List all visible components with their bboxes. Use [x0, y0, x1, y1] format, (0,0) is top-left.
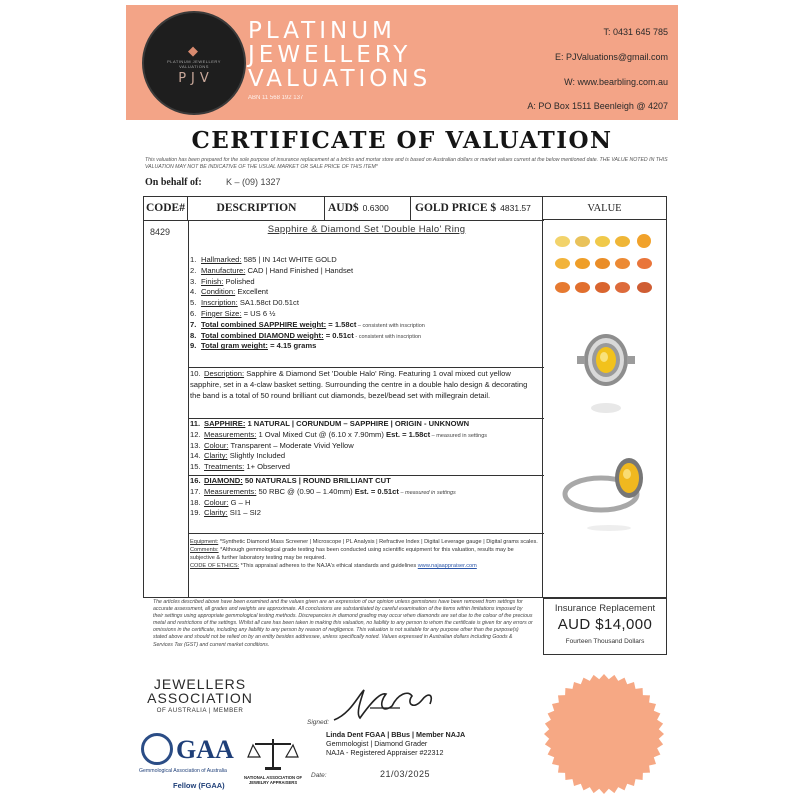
list-item: 13. Colour: Transparent – Moderate Vivid Yellow [190, 440, 354, 450]
list-item: 18. Colour: G – H [190, 497, 251, 507]
contact-phone: T: 0431 645 785 [603, 27, 668, 37]
behalf-label: On behalf of: [145, 177, 202, 188]
equipment-line: Equipment: *Synthetic Diamond Mass Screener | Microscope | PL Analysis | Refractive Index | Digital Leverage gauge | Digital grams scales. [190, 539, 538, 545]
list-item: 6. Finger Size: = US 6 ½ [190, 308, 276, 318]
list-item: 19. Clarity: SI1 – SI2 [190, 508, 261, 518]
brand-name-line1: PLATINUM [248, 18, 396, 44]
naja-logo-text: NATIONAL ASSOCIATION OF JEWELRY APPRAISERS [244, 775, 303, 785]
date-label: Date: [311, 772, 327, 779]
aud-value: 0.6300 [362, 203, 389, 213]
item-code: 8429 [150, 227, 171, 237]
signer-registration: NAJA - Registered Appraiser #22312 [326, 748, 444, 757]
aud-rate-cell [325, 197, 411, 220]
list-item: 14. Clarity: Slightly Included [190, 451, 286, 461]
section-divider [189, 533, 544, 534]
value-header: VALUE [543, 196, 667, 220]
description-paragraph: 10. Description: Sapphire & Diamond Set 'Double Halo' Ring. Featuring 1 oval mixed cut yellow sapphire, set in a 4-claw basket setting. Surrounding the centre in a double halo design & decorating the band is a total of 50 round brilliant cut diamonds, bezel/bead set with millegrain detail. [190, 369, 528, 400]
disclaimer-text: This valuation has been prepared for the sole purpose of insurance replacement at a bricks and mortar store and is based on Australian dollars or market values current at the below mentioned date. THE VALUE NOTED IN THIS VALUATION MAY NOT BE INDICATIVE OF THE USUAL MARKET OR SALE PRICE OF THIS ITEM* [145, 157, 668, 170]
contact-address: A: PO Box 1511 Beenleigh @ 4207 [527, 101, 668, 111]
aud-label: AUD$ [328, 202, 359, 214]
brand-name-line2: JEWELLERY [248, 42, 412, 68]
letterhead [126, 5, 678, 120]
list-item: 1. Hallmarked: 585 | IN 14ct WHITE GOLD [190, 255, 337, 264]
embossed-seal [542, 672, 666, 796]
list-item: 5. Inscription: SA1.58ct D0.51ct [190, 298, 299, 308]
gaa-emblem-icon [141, 733, 173, 765]
comments-line: Comments: *Although gemmological grade testing has been conducted using scientific equipment for this valuation, results may be subjective & further laboratory testing may be required. [190, 547, 514, 561]
gold-price-cell [411, 197, 544, 220]
list-item: 4. Condition: Excellent [190, 287, 269, 297]
valuation-table [143, 196, 543, 598]
list-item: 9. Total gram weight: = 4.15 grams [190, 341, 317, 351]
naja-link[interactable]: www.najaappraiser.com [417, 563, 477, 569]
diamond-icon: ◆ [188, 43, 198, 58]
certificate-title: CERTIFICATE OF VALUATION [191, 127, 613, 154]
table-bottom-line [143, 597, 543, 598]
signed-label: Signed: [307, 719, 330, 726]
list-item: 17. Measurements: 50 RBC @ (0.90 – 1.40mm) Est. = 0.51ct – measured in settings [190, 486, 456, 496]
list-item: 12. Measurements: 1 Oval Mixed Cut @ (6.10 x 7.90mm) Est. = 1.58ct – measured in settings [190, 429, 488, 439]
value-column [543, 220, 667, 598]
naja-scales-icon [245, 735, 301, 773]
gold-price-label: GOLD PRICE $ [415, 202, 497, 214]
code-column-divider [188, 221, 189, 597]
terms-text: The articles described above have been examined and the values given are an expression of our opinion unless gemstones have been removed from settings for accurate assessment, all grades and weights are approximate. All conclusions are substantiated by careful examination of the items within limitations imposed by their settings using appropriate gemmological testing methods. Discrepancies in diamond grading may occur when diamonds are set due to the colour of the precious metal and restrictions of the settings. Whilst all care has been taken in making this valuation, no liability to any person to whom the certificate is given for any errors or omissions in the certificate, including any liability to any person by reason of negligence. This valuation is not suitable for any purpose other than the purpose(s) stated above and should not be relied on by an entity besides addressee, unless specifically noted. Values expressed in Australian dollars including Goods & Services Tax (GST) and current market conditions. [153, 599, 533, 648]
signer-name: Linda Dent FGAA | BBus | Member NAJA [326, 730, 466, 739]
date-value: 21/03/2025 [380, 769, 431, 779]
sapphire-details-list [190, 419, 542, 473]
signer-title: Gemmologist | Diamond Grader [326, 739, 428, 748]
pjv-logo [142, 11, 246, 115]
diamond-details-list [190, 476, 542, 519]
list-item: 7. Total combined SAPPHIRE weight: = 1.58ct – consistent with inscription [190, 319, 425, 329]
description-header: DESCRIPTION [189, 197, 325, 220]
list-item: 16. DIAMOND: 50 NATURALS | ROUND BRILLIANT CUT [190, 476, 391, 485]
handwritten-signature [330, 684, 440, 726]
code-header: CODE# [144, 197, 188, 220]
behalf-value: K – (09) 1327 [226, 177, 281, 187]
equipment-notes [190, 538, 540, 570]
insurance-label: Insurance Replacement [554, 603, 656, 614]
gaa-subtitle: Gemmological Association of Australia [139, 768, 227, 774]
insurance-box [543, 598, 667, 655]
gold-price-value: 4831.57 [500, 203, 531, 213]
ring-top-view-image [571, 320, 641, 420]
item-details-list [190, 255, 542, 352]
list-item: 8. Total combined DIAMOND weight: = 0.51ct - consistent with inscription [190, 330, 422, 340]
insurance-value: AUD $14,000 [557, 616, 653, 633]
list-item: 2. Manufacture: CAD | Hand Finished | Handset [190, 265, 354, 275]
item-title: Sapphire & Diamond Set 'Double Halo' Ring [267, 224, 466, 235]
signer-block [326, 730, 465, 757]
gaa-logo-text: GAA [176, 735, 234, 764]
contact-website[interactable]: W: www.bearbling.com.au [564, 77, 668, 87]
abn-number: ABN 11 568 192 137 [248, 95, 304, 101]
list-item: 11. SAPPHIRE: 1 NATURAL | CORUNDUM – SAPPHIRE | ORIGIN - UNKNOWN [190, 419, 470, 428]
logo-ring-text: PLATINUM JEWELLERY VALUATIONS [167, 59, 221, 69]
gaa-fellow: Fellow (FGAA) [173, 781, 225, 790]
contact-email[interactable]: E: PJValuations@gmail.com [554, 52, 668, 62]
insurance-words: Fourteen Thousand Dollars [565, 638, 645, 645]
list-item: 15. Treatments: 1+ Observed [190, 462, 291, 472]
section-divider [189, 367, 544, 368]
logo-monogram: PJV [178, 71, 214, 86]
jaa-member-logo: JEWELLERS ASSOCIATION OF AUSTRALIA | MEMBER [147, 676, 253, 714]
ring-side-view-image [561, 452, 657, 532]
table-header-row [144, 197, 544, 221]
brand-name-line3: VALUATIONS [248, 66, 432, 92]
list-item: 3. Finish: Polished [190, 276, 255, 286]
ethics-line: CODE OF ETHICS: *This appraisal adheres to the NAJA's ethical standards and guidelines www.najaappraiser.com [190, 563, 477, 569]
